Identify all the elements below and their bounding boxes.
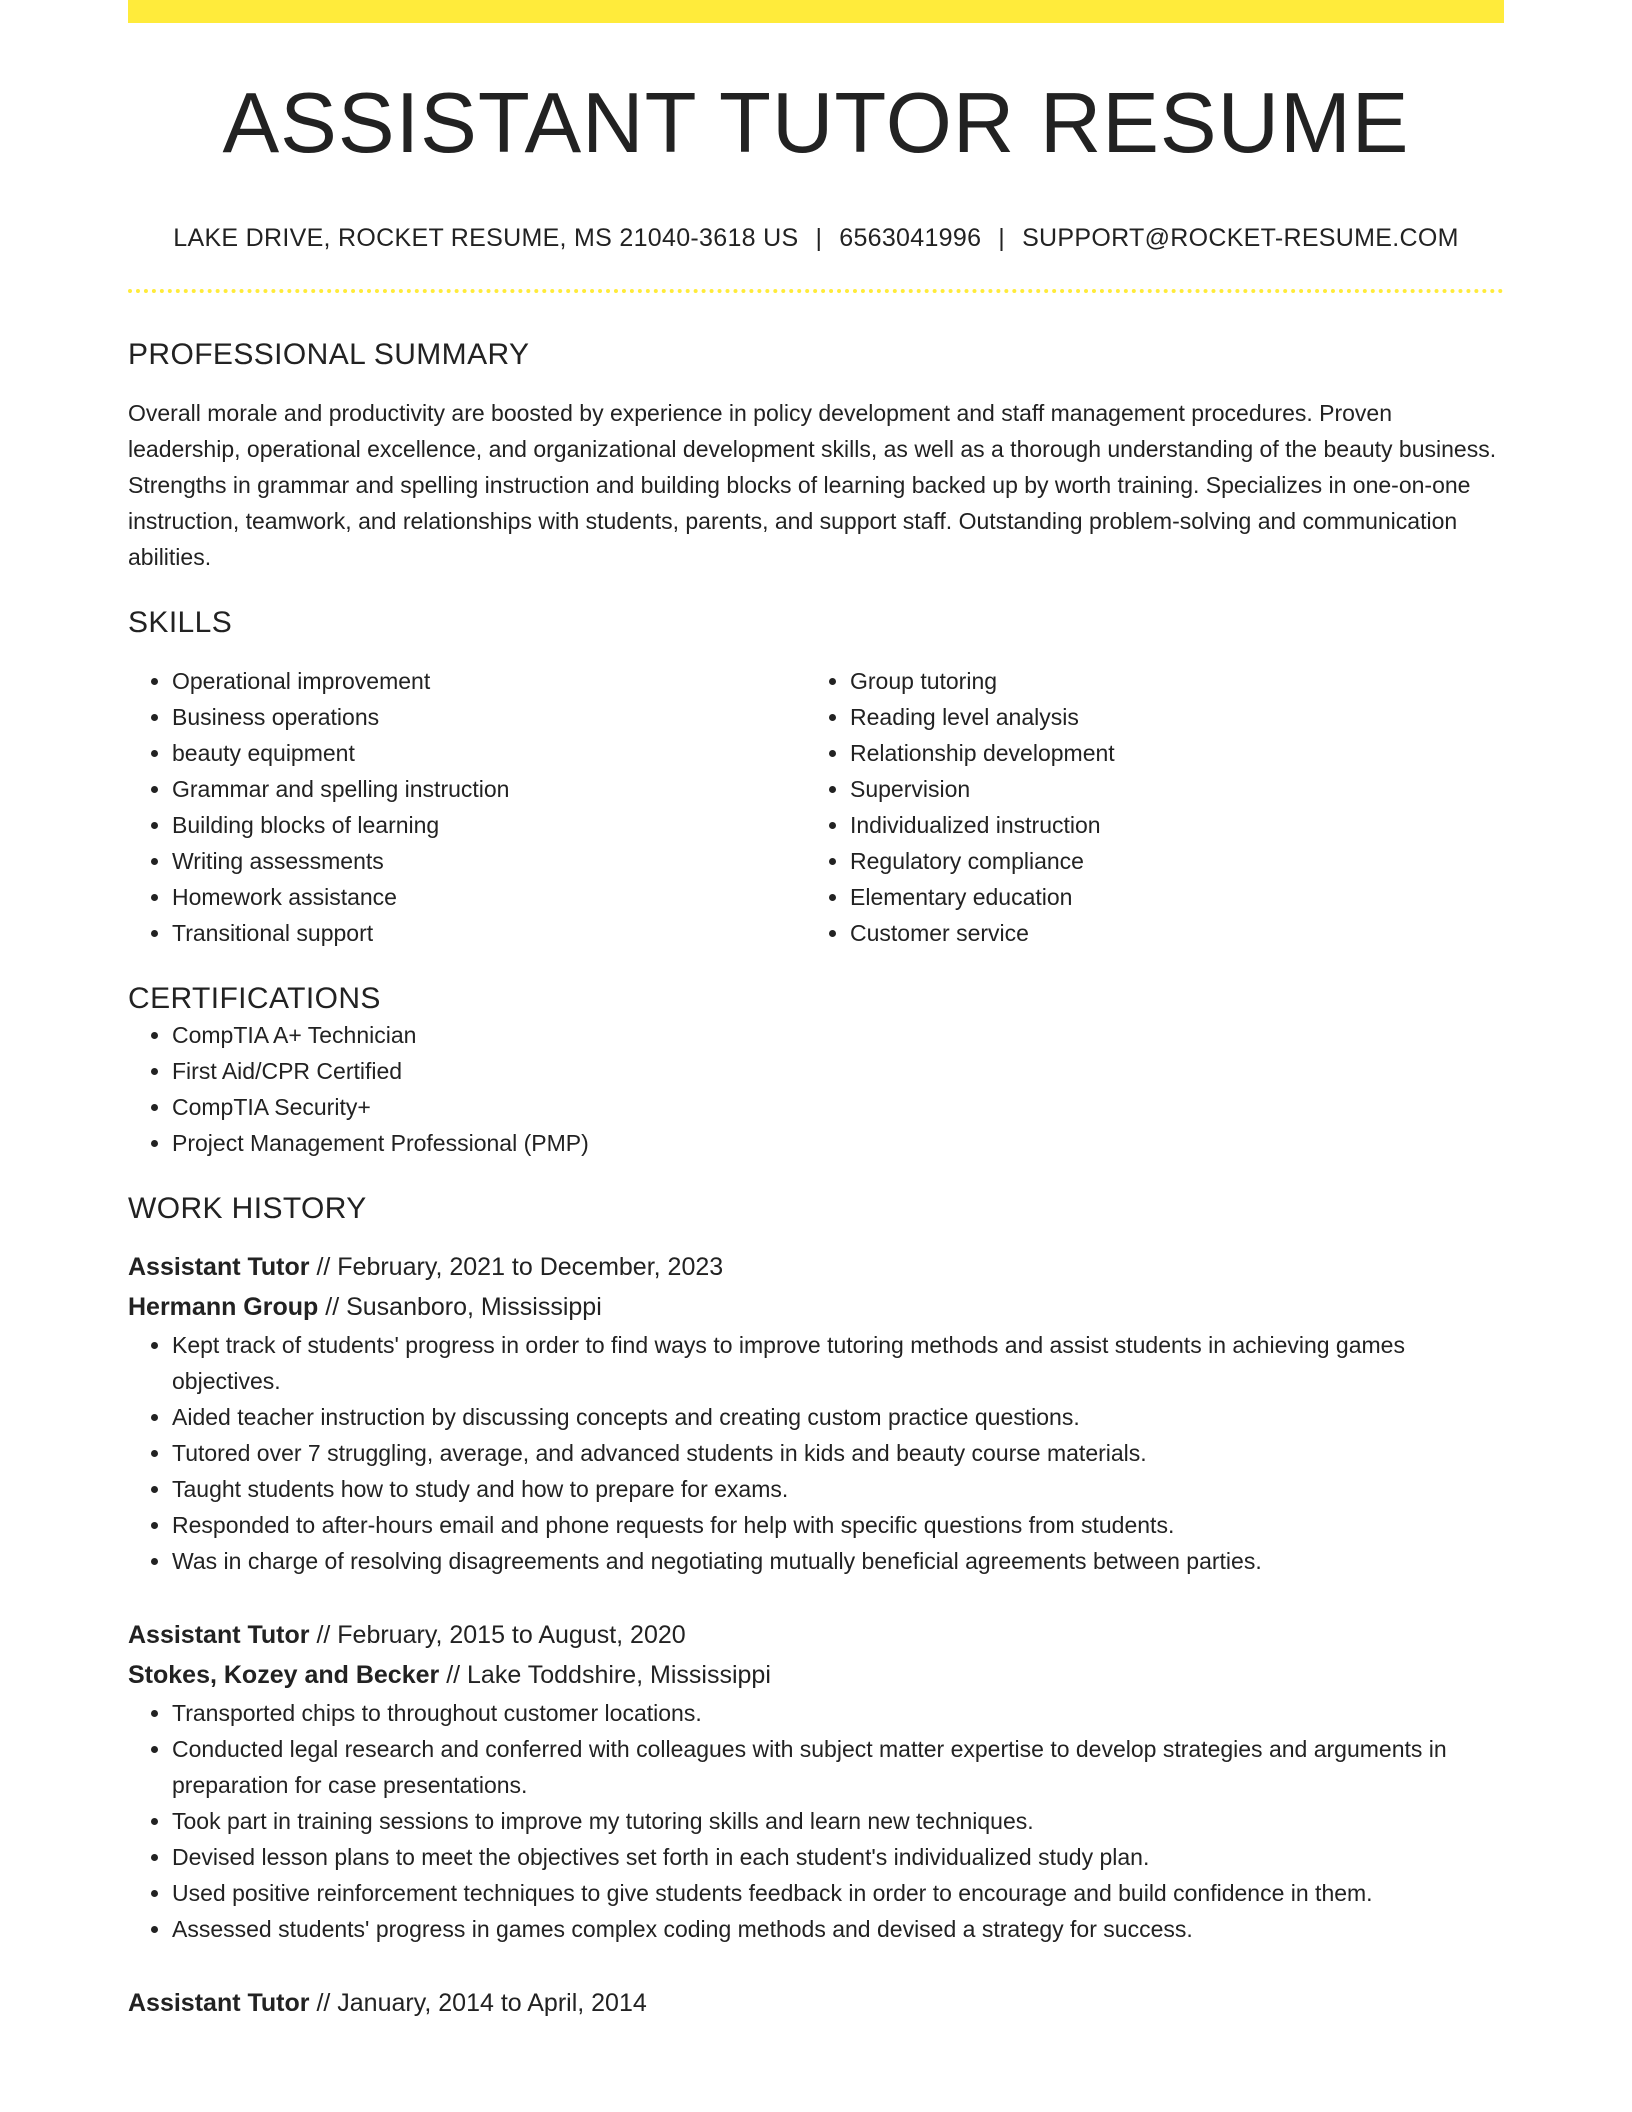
skill-item: • Transitional support <box>172 915 806 951</box>
job-entry <box>128 1615 1504 1947</box>
job-dates: // January, 2014 to April, 2014 <box>309 1989 647 2018</box>
job-dates: // February, 2015 to August, 2020 <box>309 1621 686 1650</box>
skill-item: • Group tutoring <box>850 663 1484 699</box>
work-history-heading: WORK HISTORY <box>128 1192 367 1226</box>
job-title-line <box>128 1247 1504 1287</box>
skills-column-left <box>128 663 806 951</box>
skill-item: • Supervision <box>850 771 1484 807</box>
job-bullet: • Devised lesson plans to meet the objectives set forth in each student's individualized study plan. <box>172 1839 1504 1875</box>
certification-item: • Project Management Professional (PMP) <box>172 1125 1504 1161</box>
job-bullet: • Transported chips to throughout customer locations. <box>172 1695 1504 1731</box>
accent-top-bar <box>128 0 1504 23</box>
skill-item: • Reading level analysis <box>850 699 1484 735</box>
certifications-heading: CERTIFICATIONS <box>128 982 381 1016</box>
job-bullet: • Conducted legal research and conferred with colleagues with subject matter expertise to develop strategies and arguments in preparation for case presentations. <box>172 1731 1504 1803</box>
job-entry <box>128 1983 1504 2023</box>
certifications-list <box>128 1017 1504 1161</box>
certification-item: • CompTIA A+ Technician <box>172 1017 1504 1053</box>
skill-item: • Elementary education <box>850 879 1484 915</box>
job-bullet: • Assessed students' progress in games complex coding methods and devised a strategy for success. <box>172 1911 1504 1947</box>
skill-item: • Regulatory compliance <box>850 843 1484 879</box>
skill-item: • Grammar and spelling instruction <box>172 771 806 807</box>
job-bullet: • Tutored over 7 struggling, average, and advanced students in kids and beauty course materials. <box>172 1435 1504 1471</box>
job-bullets <box>128 1327 1504 1579</box>
job-title-line <box>128 1983 1504 2023</box>
skill-item: • Business operations <box>172 699 806 735</box>
skill-item: • Individualized instruction <box>850 807 1484 843</box>
job-entry <box>128 1247 1504 1579</box>
job-location: // Lake Toddshire, Mississippi <box>439 1661 771 1690</box>
skills-column-right <box>806 663 1484 951</box>
resume-page <box>128 0 1504 2023</box>
job-location: // Susanboro, Mississippi <box>318 1293 602 1322</box>
dotted-divider <box>128 289 1504 293</box>
job-dates: // February, 2021 to December, 2023 <box>309 1253 724 1282</box>
contact-email: SUPPORT@ROCKET-RESUME.COM <box>1022 224 1459 253</box>
job-title: Assistant Tutor <box>128 1253 310 1282</box>
skills-list-left <box>128 663 806 951</box>
job-bullet: • Was in charge of resolving disagreements and negotiating mutually beneficial agreements between parties. <box>172 1543 1504 1579</box>
skills-heading: SKILLS <box>128 606 233 640</box>
skill-item: • Building blocks of learning <box>172 807 806 843</box>
contact-separator: | <box>815 224 823 253</box>
job-bullet: • Aided teacher instruction by discussing concepts and creating custom practice questions. <box>172 1399 1504 1435</box>
summary-heading: PROFESSIONAL SUMMARY <box>128 338 530 372</box>
contact-separator: | <box>998 224 1006 253</box>
job-title-line <box>128 1615 1504 1655</box>
job-company: Stokes, Kozey and Becker <box>128 1661 440 1690</box>
job-bullet: • Used positive reinforcement techniques to give students feedback in order to encourage and build confidence in them. <box>172 1875 1504 1911</box>
certification-item: • CompTIA Security+ <box>172 1089 1504 1125</box>
skill-item: • Relationship development <box>850 735 1484 771</box>
skill-item: • Homework assistance <box>172 879 806 915</box>
skills-grid <box>128 663 1504 951</box>
skill-item: • Operational improvement <box>172 663 806 699</box>
job-company-line <box>128 1287 1504 1327</box>
summary-text: Overall morale and productivity are boosted by experience in policy development and staff management procedures. Proven leadership, operational excellence, and organizational development skills, as well as a thorough understanding of the beauty business. Strengths in grammar and spelling instruction and building blocks of learning backed up by worth training. Specializes in one-on-one instruction, teamwork, and relationships with students, parents, and support staff. Outstanding problem-solving and communication abilities. <box>128 400 1497 571</box>
job-company: Hermann Group <box>128 1293 319 1322</box>
resume-title: ASSISTANT TUTOR RESUME <box>222 76 1410 171</box>
contact-phone: 6563041996 <box>839 224 982 253</box>
skill-item: • Writing assessments <box>172 843 806 879</box>
job-bullets <box>128 1695 1504 1947</box>
certification-item: • First Aid/CPR Certified <box>172 1053 1504 1089</box>
job-company-line <box>128 1655 1504 1695</box>
contact-address: LAKE DRIVE, ROCKET RESUME, MS 21040-3618 US <box>173 224 799 253</box>
contact-line <box>128 223 1504 253</box>
job-bullet: • Took part in training sessions to improve my tutoring skills and learn new techniques. <box>172 1803 1504 1839</box>
job-title: Assistant Tutor <box>128 1621 310 1650</box>
job-bullet: • Responded to after-hours email and phone requests for help with specific questions from students. <box>172 1507 1504 1543</box>
skill-item: • beauty equipment <box>172 735 806 771</box>
job-title: Assistant Tutor <box>128 1989 310 2018</box>
skills-list-right <box>806 663 1484 951</box>
skill-item: • Customer service <box>850 915 1484 951</box>
job-bullet: • Kept track of students' progress in order to find ways to improve tutoring methods and assist students in achieving games objectives. <box>172 1327 1504 1399</box>
job-bullet: • Taught students how to study and how to prepare for exams. <box>172 1471 1504 1507</box>
